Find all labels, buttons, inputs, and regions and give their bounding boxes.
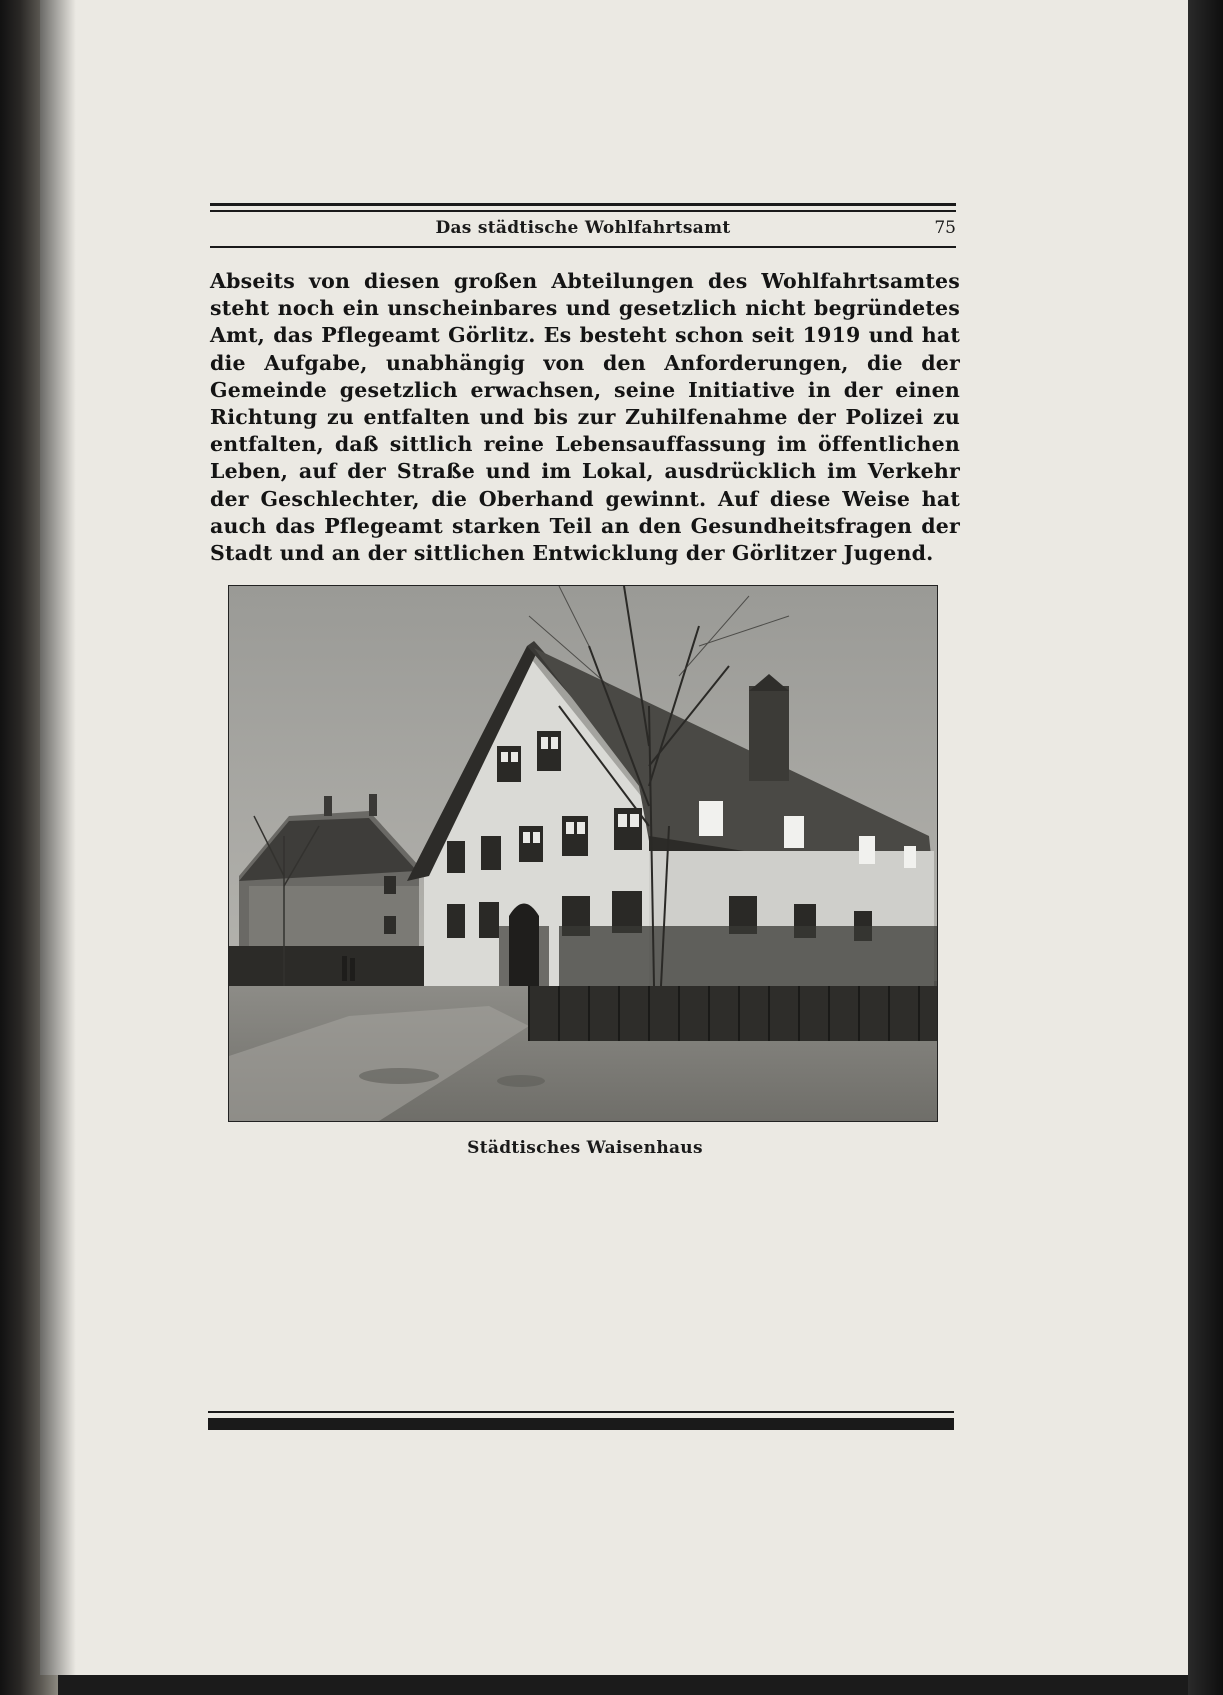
- header-rule-top-thick: [210, 203, 956, 206]
- gutter-shadow: [40, 0, 76, 1675]
- footer-rule-thin: [208, 1411, 954, 1413]
- photo-caption: Städtisches Waisenhaus: [467, 1138, 703, 1158]
- running-header: [210, 216, 956, 242]
- header-title: Das städtische Wohlfahrtsamt: [435, 218, 731, 238]
- header-rule-bottom: [210, 246, 956, 248]
- footer-rule-thick: [208, 1418, 954, 1430]
- header-rule-top-thin: [210, 210, 956, 212]
- page-number: 75: [934, 218, 956, 238]
- scan-background-right: [1188, 0, 1223, 1695]
- body-paragraph: Abseits von diesen großen Abteilungen des Wohlfahrtsamtes steht noch ein unscheinbares und gesetzlich nicht begründetes Amt, das Pflegeamt Görlitz. Es besteht schon seit 1919 und hat die Aufgabe, unabhängig von den Anforderungen, die der Gemeinde gesetzlich erwachsen, seine Initiative in der einen Richtung zu entfalten und bis zur Zuhilfenahme der Polizei zu entfalten, daß sittlich reine Lebensauffassung im öffentlichen Leben, auf der Straße und im Lokal, ausdrücklich im Verkehr der Geschlechter, die Oberhand gewinnt. Auf diese Weise hat auch das Pflegeamt starken Teil an den Gesundheitsfragen der Stadt und an der sittlichen Entwicklung der Görlitzer Jugend.: [210, 269, 960, 566]
- orphanage-photograph: [228, 585, 938, 1122]
